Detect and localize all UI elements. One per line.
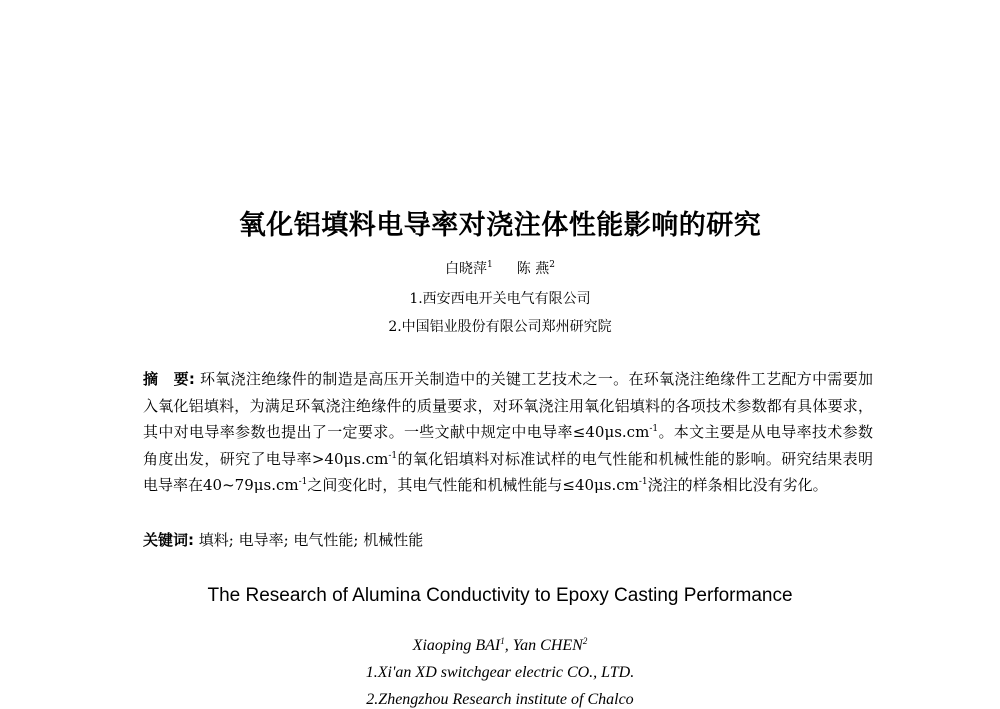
authors-cn bbox=[0, 258, 1000, 278]
affiliation-cn-1: 1.西安西电开关电气有限公司 bbox=[409, 291, 591, 307]
affiliation-en-2: 2.Zhengzhou Research institute of Chalco bbox=[366, 691, 634, 708]
abstract-cn bbox=[143, 366, 873, 499]
author-en-1: Xiaoping BAI bbox=[412, 637, 501, 654]
authors-en: Xiaoping BAI$^1$, Yan CHEN$^2$ bbox=[412, 636, 588, 654]
unit-superscript-4: -1 bbox=[638, 477, 648, 488]
abstract-text-2: 。本文主要是从电导率技术参数角度出发，研究了电导率>40μs.cm bbox=[143, 423, 873, 468]
paper-title-en: The Research of Alumina Conductivity to Epoxy Casting Performance bbox=[207, 585, 793, 606]
abstract-text-3: 的氧化铝填料对标准试样的电气性能和机械性能的影响。研究结果表明电导率在40~79μs.cm bbox=[143, 449, 873, 495]
keywords-text: 填料; 电导率; 电气性能; 机械性能 bbox=[194, 531, 424, 549]
abstract-text-5: 浇注的样条相比没有劣化。 bbox=[647, 476, 828, 495]
affiliation-cn-2: 2.中国铝业股份有限公司郑州研究院 bbox=[388, 319, 612, 335]
author-cn-1-affil: 1 bbox=[487, 260, 493, 270]
author-cn-1: 白晓萍 bbox=[445, 261, 488, 277]
keywords-label: 关键词: bbox=[143, 531, 194, 549]
abstract-text-4: 之间变化时，其电气性能和机械性能与≤40μs.cm bbox=[307, 476, 639, 495]
author-cn-2: 陈 燕 bbox=[516, 261, 550, 277]
abstract-label: 摘 要: bbox=[143, 370, 195, 388]
author-cn-2-affil: 2 bbox=[549, 260, 555, 270]
unit-superscript-1: -1 bbox=[649, 424, 659, 435]
unit-superscript-3: -1 bbox=[298, 477, 308, 488]
keywords-cn bbox=[143, 529, 873, 550]
author-en-2: Yan CHEN bbox=[512, 637, 583, 654]
author-en-2-affil: 2 bbox=[582, 636, 588, 646]
affiliation-en-1: 1.Xi'an XD switchgear electric CO., LTD. bbox=[365, 664, 635, 681]
unit-superscript-2: -1 bbox=[388, 450, 398, 461]
author-en-1-affil: 1 bbox=[500, 636, 505, 646]
abstract-text-1: 环氧浇注绝缘件的制造是高压开关制造中的关键工艺技术之一。在环氧浇注绝缘件工艺配方中需要加入氧化铝填料，为满足环氧浇注绝缘件的质量要求，对环氧浇注用氧化铝填料的各项技术参数都有具体要求，其中对电导率参数也提出了一定要求。一些文献中规定中电导率≤40μs.cm bbox=[143, 370, 874, 442]
paper-title-cn: 氧化铝填料电导率对浇注体性能影响的研究 bbox=[238, 210, 762, 241]
